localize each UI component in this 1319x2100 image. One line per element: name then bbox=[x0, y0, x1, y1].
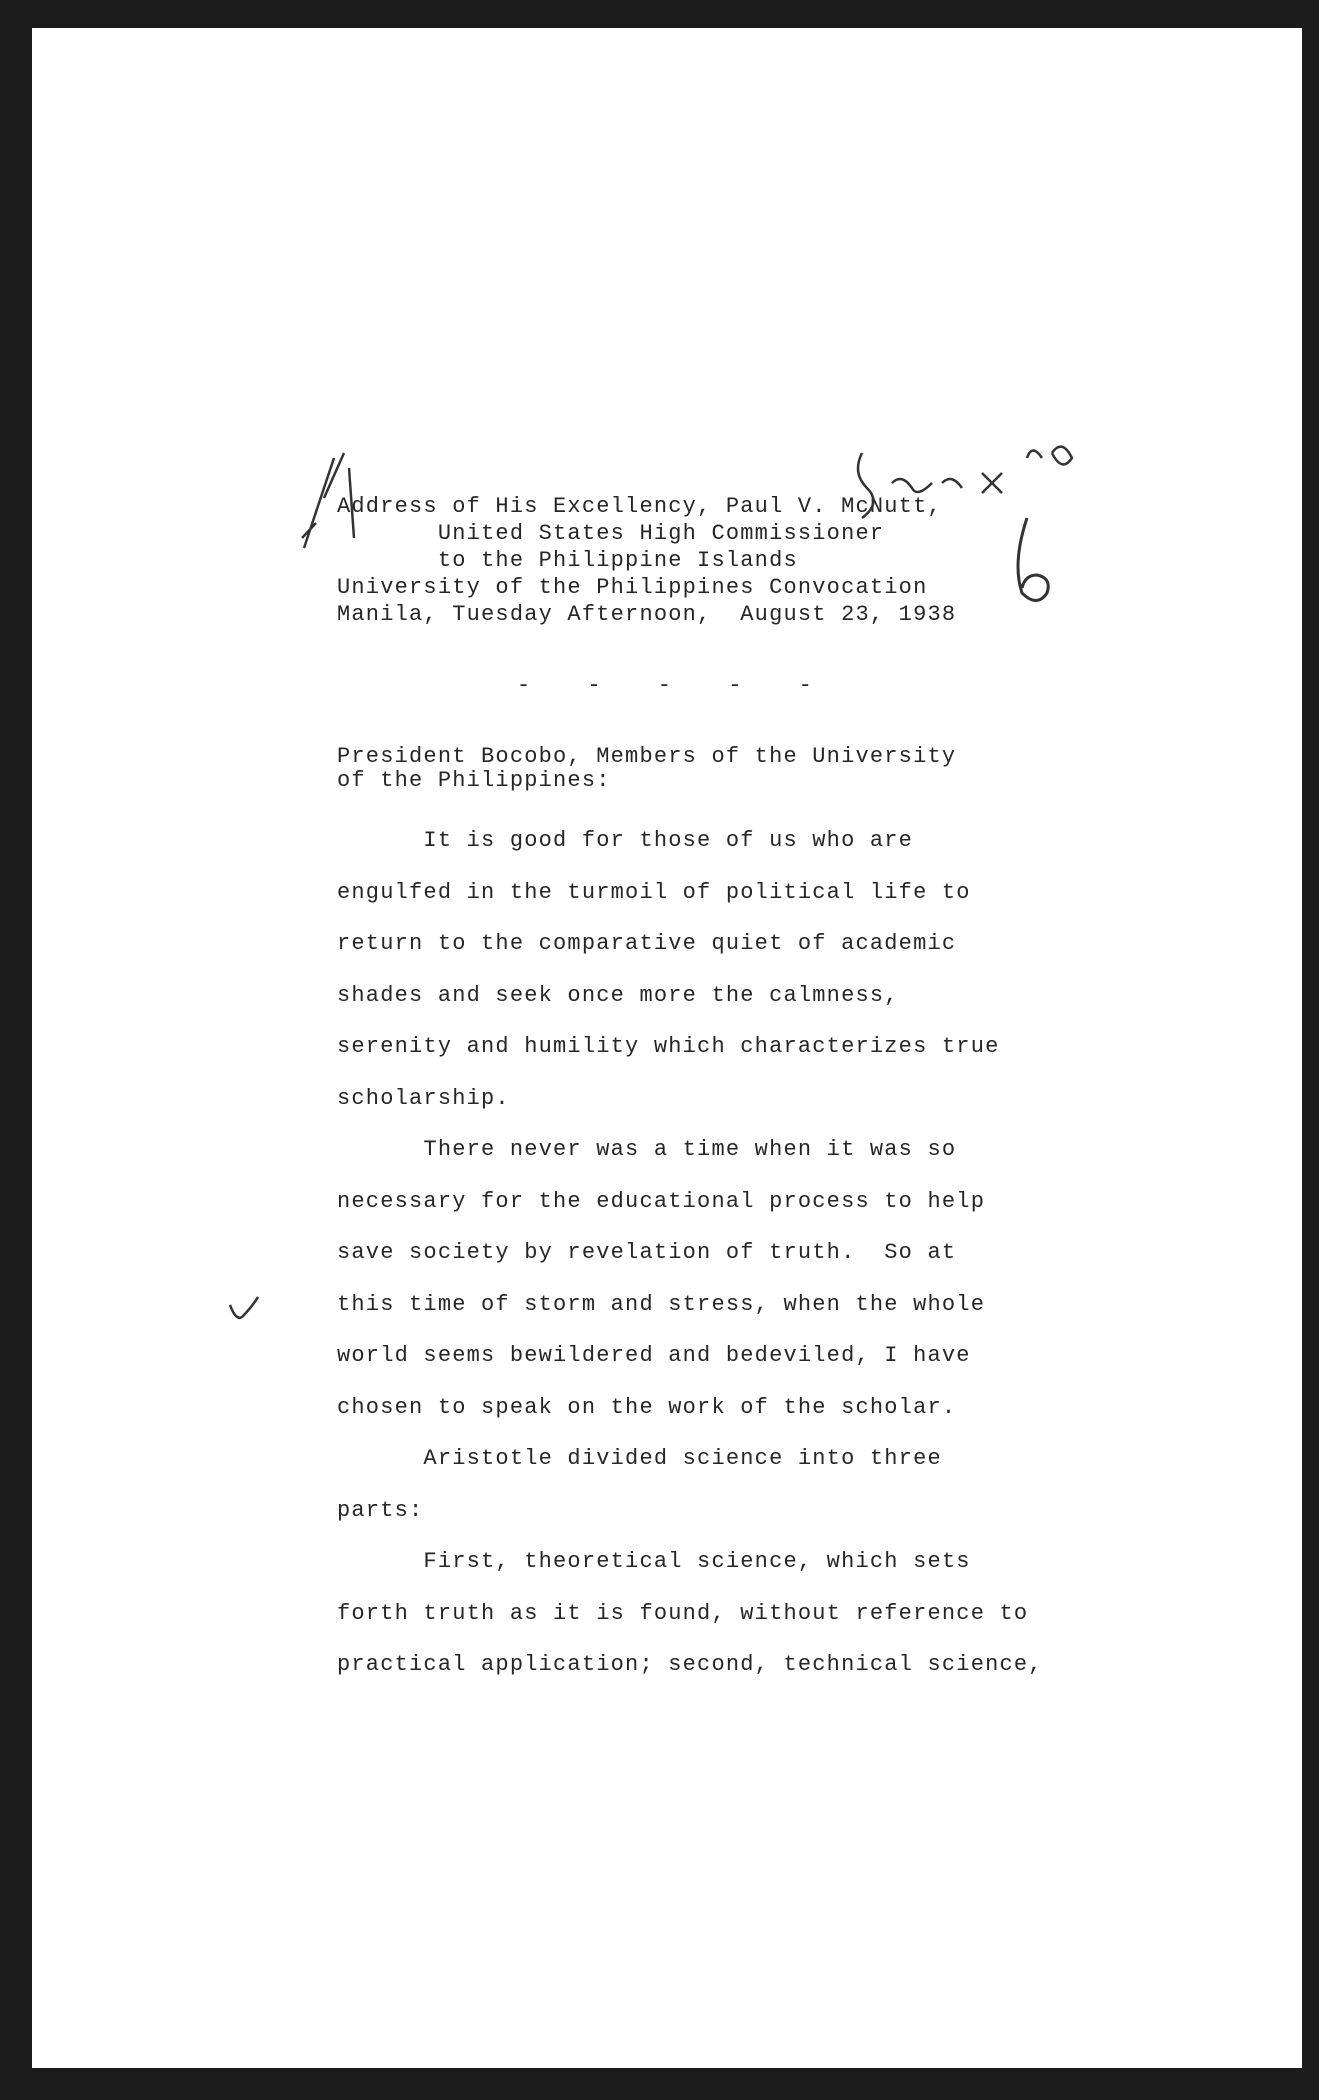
speech-text bbox=[337, 815, 1117, 1691]
document-body bbox=[337, 493, 1117, 1691]
header-line: Address of His Excellency, Paul V. McNutt, bbox=[337, 494, 942, 519]
text-line: chosen to speak on the work of the scholar. bbox=[337, 1394, 957, 1420]
text-line: forth truth as it is found, without reference to bbox=[337, 1600, 1029, 1626]
text-line: First, theoretical science, which sets bbox=[337, 1549, 971, 1574]
salutation-line: of the Philippines: bbox=[337, 768, 611, 793]
salutation-line: President Bocobo, Members of the University bbox=[337, 744, 957, 769]
text-line: There never was a time when it was so bbox=[337, 1137, 957, 1162]
text-line: Aristotle divided science into three bbox=[337, 1446, 942, 1471]
header-line: to the Philippine Islands bbox=[337, 548, 798, 573]
header-line: University of the Philippines Convocation bbox=[337, 575, 928, 600]
text-line: parts: bbox=[337, 1497, 424, 1523]
paragraph bbox=[337, 815, 1117, 1124]
text-line: serenity and humility which characterizes true bbox=[337, 1034, 1000, 1059]
paragraph bbox=[337, 1124, 1117, 1433]
text-line: scholarship. bbox=[337, 1085, 510, 1111]
salutation bbox=[337, 745, 1117, 793]
handwritten-checkmark bbox=[224, 1291, 264, 1331]
document-page bbox=[32, 28, 1302, 2068]
paragraph bbox=[337, 1433, 1117, 1536]
header-line: United States High Commissioner bbox=[337, 521, 885, 546]
paragraph bbox=[337, 1536, 1117, 1691]
text-line: return to the comparative quiet of academic bbox=[337, 931, 957, 956]
address-header bbox=[337, 493, 1117, 628]
text-line: necessary for the educational process to help bbox=[337, 1188, 986, 1214]
text-line: practical application; second, technical science, bbox=[337, 1652, 1043, 1677]
text-line: this time of storm and stress, when the whole bbox=[337, 1291, 986, 1317]
text-line: engulfed in the turmoil of political life to bbox=[337, 879, 971, 905]
text-line: save society by revelation of truth. So at bbox=[337, 1240, 957, 1265]
header-line: Manila, Tuesday Afternoon, August 23, 1938 bbox=[337, 602, 957, 627]
separator-dashes: - - - - - bbox=[517, 673, 834, 698]
text-line: world seems bewildered and bedeviled, I have bbox=[337, 1343, 971, 1368]
text-line: shades and seek once more the calmness, bbox=[337, 982, 899, 1008]
text-line: It is good for those of us who are bbox=[337, 828, 914, 853]
